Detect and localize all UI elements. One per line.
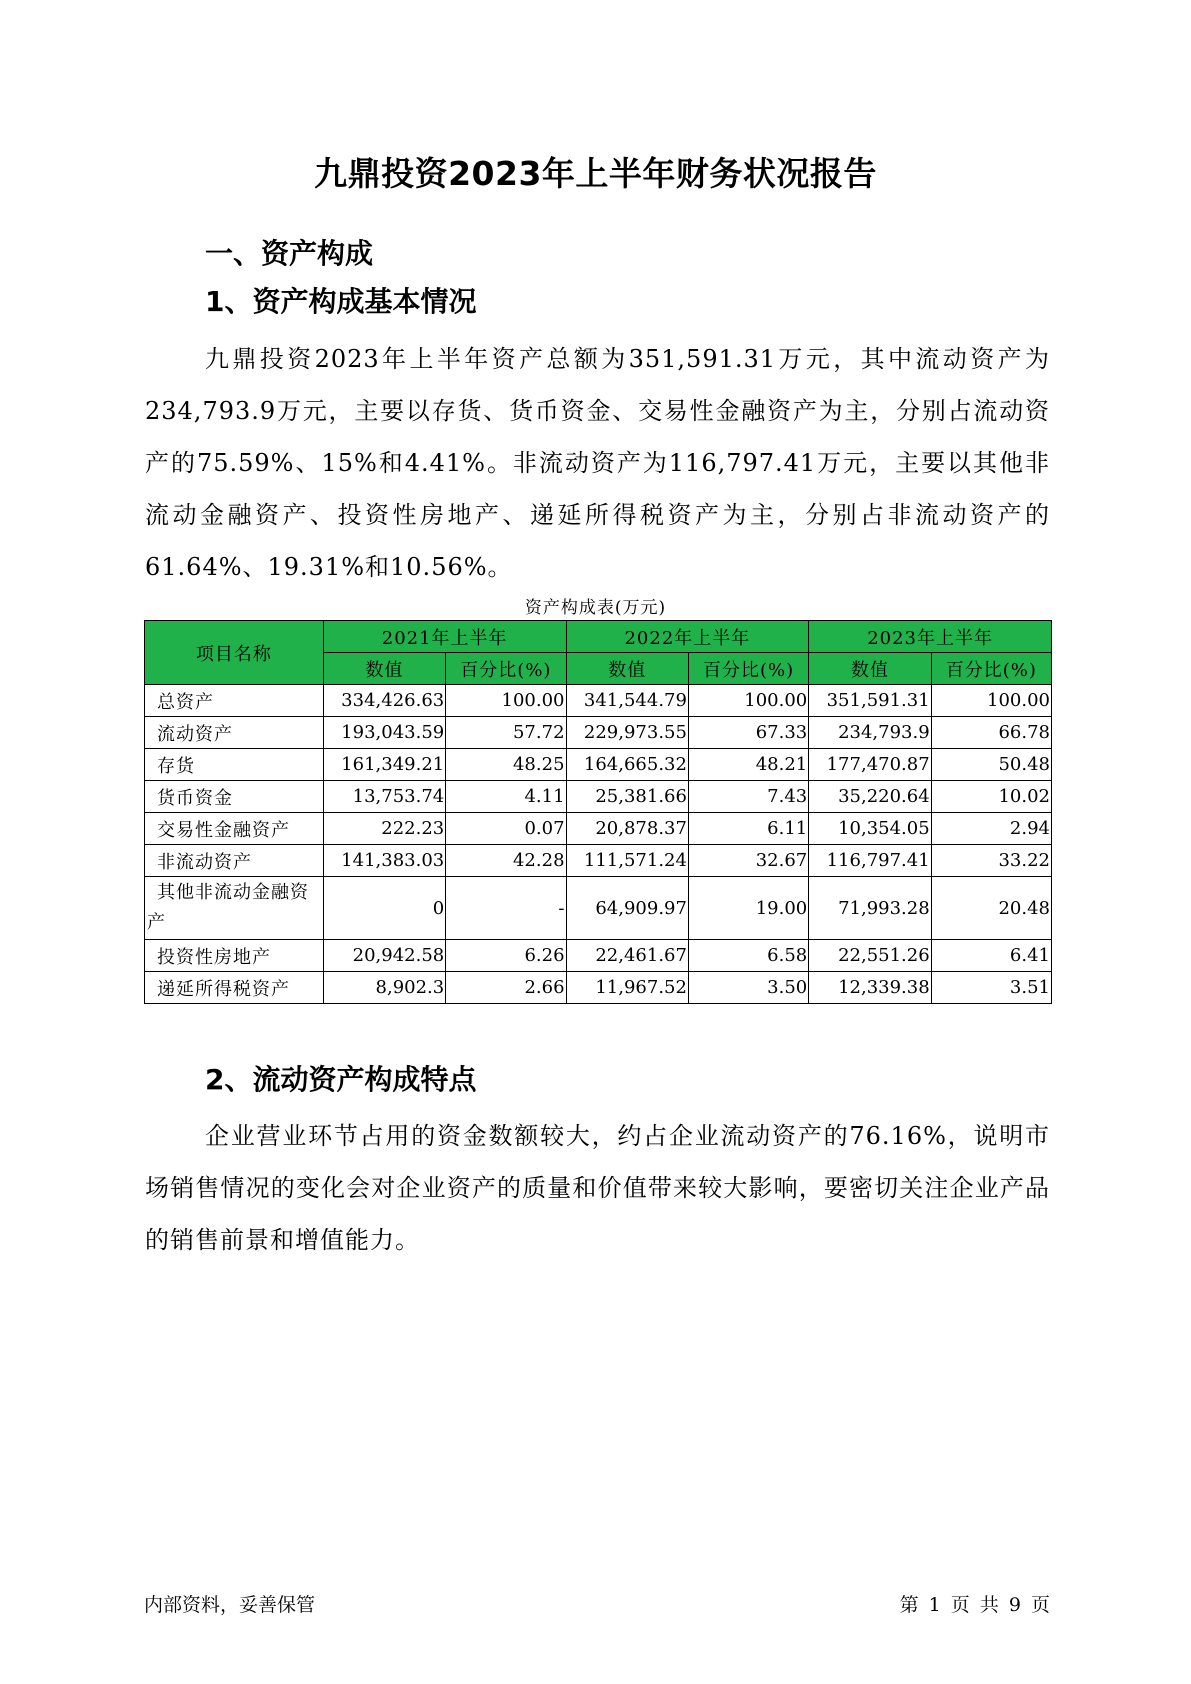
cell-value: 229,973.55 [566, 717, 688, 749]
cell-percent: 33.22 [931, 845, 1051, 877]
cell-value: 222.23 [323, 813, 445, 845]
cell-percent: 48.21 [688, 749, 808, 781]
section-heading-asset-composition: 一、资产构成 [205, 237, 374, 270]
cell-value: 116,797.41 [809, 845, 931, 877]
cell-percent: 10.02 [931, 781, 1051, 813]
cell-percent: 6.41 [931, 940, 1051, 972]
paragraph-basic: 九鼎投资2023年上半年资产总额为351,591.31万元，其中流动资产为234,793.9万元，主要以存货、货币资金、交易性金融资产为主，分别占流动资产的75.59%、15%和4.41%。非流动资产为116,797.41万元，主要以其他非流动金融资产、投资性房地产、递延所得税资产为主，分别占非流动资产的61.64%、19.31%和10.56%。 [145, 345, 1050, 581]
cell-value: 64,909.97 [566, 877, 688, 940]
cell-percent: 67.33 [688, 717, 808, 749]
footer-confidential-note: 内部资料，妥善保管 [144, 1594, 316, 1616]
cell-percent: 6.58 [688, 940, 808, 972]
cell-percent: 3.51 [931, 972, 1051, 1004]
cell-value: 0 [323, 877, 445, 940]
column-header-period-2023: 2023年上半年 [809, 621, 1052, 653]
asset-composition-table [144, 620, 1052, 1004]
row-label: 非流动资产 [145, 845, 324, 877]
table-row [145, 813, 1052, 845]
cell-percent: 19.00 [688, 877, 808, 940]
cell-value: 111,571.24 [566, 845, 688, 877]
cell-value: 341,544.79 [566, 685, 688, 717]
cell-value: 25,381.66 [566, 781, 688, 813]
cell-percent: 4.11 [446, 781, 566, 813]
cell-percent: 100.00 [931, 685, 1051, 717]
cell-percent: 6.11 [688, 813, 808, 845]
cell-percent: 32.67 [688, 845, 808, 877]
cell-percent: 7.43 [688, 781, 808, 813]
footer-page-number: 第 1 页 共 9 页 [899, 1594, 1050, 1616]
table-caption: 资产构成表(万元) [524, 598, 667, 618]
cell-percent: 50.48 [931, 749, 1051, 781]
table-row [145, 940, 1052, 972]
cell-percent: 42.28 [446, 845, 566, 877]
row-label: 存货 [145, 749, 324, 781]
table-row [145, 717, 1052, 749]
table-row [145, 749, 1052, 781]
column-header-value: 数值 [323, 653, 445, 685]
cell-value: 35,220.64 [809, 781, 931, 813]
row-label: 其他非流动金融资产 [145, 877, 324, 940]
row-label: 流动资产 [145, 717, 324, 749]
row-label: 交易性金融资产 [145, 813, 324, 845]
cell-value: 71,993.28 [809, 877, 931, 940]
cell-value: 13,753.74 [323, 781, 445, 813]
column-header-period-2021: 2021年上半年 [323, 621, 566, 653]
cell-value: 22,461.67 [566, 940, 688, 972]
cell-value: 164,665.32 [566, 749, 688, 781]
cell-value: 20,942.58 [323, 940, 445, 972]
cell-value: 10,354.05 [809, 813, 931, 845]
cell-value: 351,591.31 [809, 685, 931, 717]
column-header-value: 数值 [809, 653, 931, 685]
table-row [145, 845, 1052, 877]
cell-value: 161,349.21 [323, 749, 445, 781]
row-label: 递延所得税资产 [145, 972, 324, 1004]
cell-percent: 20.48 [931, 877, 1051, 940]
column-header-period-2022: 2022年上半年 [566, 621, 809, 653]
cell-percent: 66.78 [931, 717, 1051, 749]
column-header-item: 项目名称 [145, 621, 324, 685]
cell-value: 12,339.38 [809, 972, 931, 1004]
cell-value: 8,902.3 [323, 972, 445, 1004]
cell-value: 20,878.37 [566, 813, 688, 845]
subsection-heading-current-assets: 2、流动资产构成特点 [205, 1063, 477, 1096]
cell-percent: 48.25 [446, 749, 566, 781]
cell-percent: 57.72 [446, 717, 566, 749]
row-label: 总资产 [145, 685, 324, 717]
cell-percent: 3.50 [688, 972, 808, 1004]
column-header-value: 数值 [566, 653, 688, 685]
cell-percent: 100.00 [688, 685, 808, 717]
cell-percent: 6.26 [446, 940, 566, 972]
table-row [145, 972, 1052, 1004]
cell-percent: 0.07 [446, 813, 566, 845]
subsection-heading-basic: 1、资产构成基本情况 [205, 285, 477, 318]
cell-value: 234,793.9 [809, 717, 931, 749]
cell-value: 193,043.59 [323, 717, 445, 749]
column-header-percent: 百分比(%) [931, 653, 1051, 685]
row-label: 投资性房地产 [145, 940, 324, 972]
cell-percent: 2.94 [931, 813, 1051, 845]
table-row [145, 685, 1052, 717]
cell-value: 141,383.03 [323, 845, 445, 877]
cell-value: 334,426.63 [323, 685, 445, 717]
column-header-percent: 百分比(%) [446, 653, 566, 685]
cell-percent: 100.00 [446, 685, 566, 717]
table-row [145, 877, 1052, 940]
column-header-percent: 百分比(%) [688, 653, 808, 685]
cell-percent: 2.66 [446, 972, 566, 1004]
row-label: 货币资金 [145, 781, 324, 813]
table-row [145, 781, 1052, 813]
paragraph-current-assets: 企业营业环节占用的资金数额较大，约占企业流动资产的76.16%，说明市场销售情况的变化会对企业资产的质量和价值带来较大影响，要密切关注企业产品的销售前景和增值能力。 [145, 1122, 1050, 1254]
report-title: 九鼎投资2023年上半年财务状况报告 [314, 154, 877, 193]
cell-value: 11,967.52 [566, 972, 688, 1004]
cell-value: 22,551.26 [809, 940, 931, 972]
cell-value: 177,470.87 [809, 749, 931, 781]
cell-percent: - [446, 877, 566, 940]
